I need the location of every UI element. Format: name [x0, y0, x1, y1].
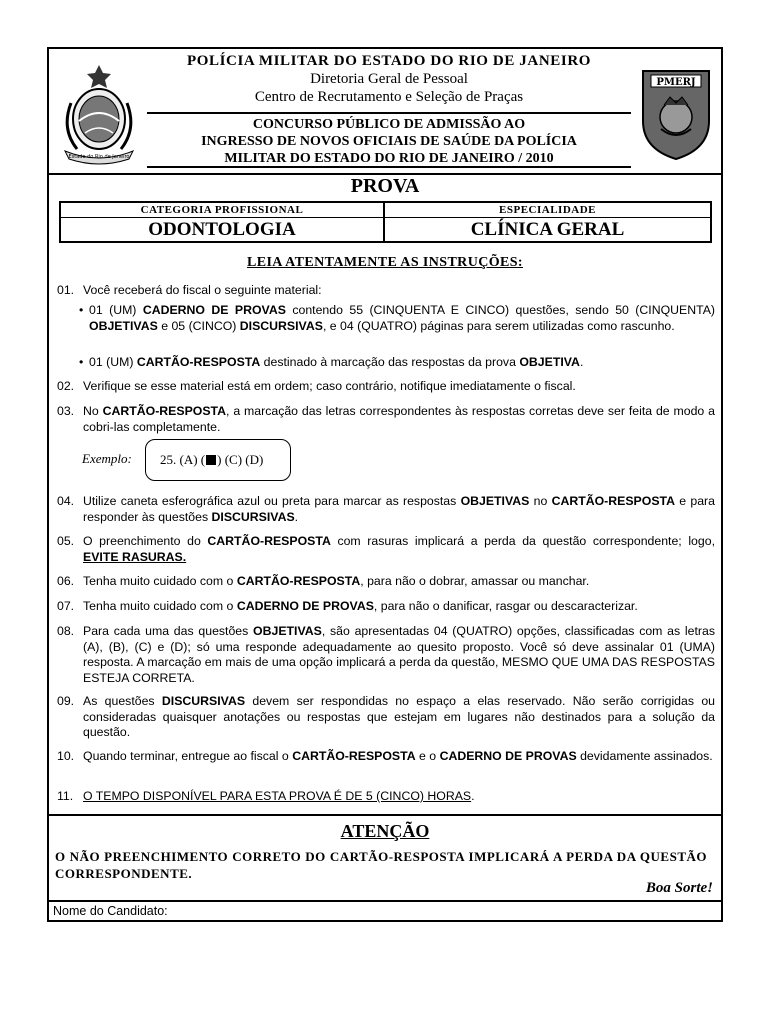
instructions-heading: LEIA ATENTAMENTE AS INSTRUÇÕES: — [246, 255, 523, 270]
recruitment-center: Centro de Recrutamento e Seleção de Praças — [254, 89, 524, 105]
attention-title: ATENÇÃO — [340, 821, 430, 841]
svg-text:Estado do Rio de Janeiro: Estado do Rio de Janeiro — [68, 154, 130, 160]
attention-box — [49, 814, 721, 902]
instruction-04: 04. Utilize caneta esferográfica azul ou preta para marcar as respostas OBJETIVAS no CARTÃO-RESPOSTA e para responder às questões DISCURSIVAS. — [57, 494, 715, 524]
rio-state-coat-of-arms-icon — [57, 63, 141, 167]
category-value: ODONTOLOGIA — [148, 219, 296, 240]
specialty-header: ESPECIALIDADE — [385, 203, 710, 218]
category-header: CATEGORIA PROFISSIONAL — [61, 203, 383, 218]
instruction-11: 11. O TEMPO DISPONÍVEL PARA ESTA PROVA É DE 5 (CINCO) HORAS. — [57, 789, 475, 803]
instruction-05: 05. O preenchimento do CARTÃO-RESPOSTA com rasuras implicará a perda da questão correspondente; logo, EVITE RASURAS. — [57, 534, 715, 564]
material-item-booklet: • 01 (UM) CADERNO DE PROVAS contendo 55 (CINQUENTA E CINCO) questões, sendo 50 (CINQUENTA) OBJETIVAS e 05 (CINCO) DISCURSIVAS, e 04 (QUATRO) páginas para serem utilizadas como rascunho. — [79, 303, 715, 333]
instruction-07: 07. Tenha muito cuidado com o CADERNO DE PROVAS, para não o danificar, rasgar ou descaracterizar. — [57, 599, 638, 613]
instruction-03: 03. No CARTÃO-RESPOSTA, a marcação das letras correspondentes às respostas corretas deve ser feita de modo a cobri-las completamente. — [57, 404, 715, 434]
bullet-icon: • — [79, 355, 84, 369]
candidate-name-label: Nome do Candidato: — [53, 904, 168, 918]
contest-title: CONCURSO PÚBLICO DE ADMISSÃO AO INGRESSO DE NOVOS OFICIAIS DE SAÚDE DA POLÍCIA MILITAR DO ESTADO DO RIO DE JANEIRO / 2010 — [147, 112, 631, 168]
institution-name: POLÍCIA MILITAR DO ESTADO DO RIO DE JANEIRO — [186, 53, 592, 69]
svg-text:PMERJ: PMERJ — [656, 77, 696, 88]
instruction-06: 06. Tenha muito cuidado com o CARTÃO-RESPOSTA, para não o dobrar, amassar ou manchar. — [57, 574, 590, 588]
example-answer-box — [145, 439, 291, 481]
attention-text: O NÃO PREENCHIMENTO CORRETO DO CARTÃO-RESPOSTA IMPLICARÁ A PERDA DA QUESTÃO CORRESPONDENTE. — [55, 849, 707, 881]
instruction-08: 08. Para cada uma das questões OBJETIVAS, são apresentadas 04 (QUATRO) opções, classificadas com as letras (A), (B), (C) e (D); só uma responde adequadamente ao quesito proposto. Você só deve assinalar 01 (UMA) resposta. A marcação em mais de uma opção implicará a perda da questão, MESMO QUE UMA DAS RESPOSTAS ESTEJA CORRETA. — [57, 624, 715, 685]
instruction-02: 02. Verifique se esse material está em ordem; caso contrário, notifique imediatamente o fiscal. — [57, 379, 576, 393]
material-item-answer-card: • 01 (UM) CARTÃO-RESPOSTA destinado à marcação das respostas da prova OBJETIVA. — [79, 355, 584, 369]
exam-title: PROVA — [350, 175, 420, 197]
header — [49, 49, 721, 175]
exam-cover-sheet — [47, 47, 723, 922]
specialty-value: CLÍNICA GERAL — [470, 219, 625, 240]
department-name: Diretoria Geral de Pessoal — [310, 71, 468, 87]
bullet-icon: • — [79, 303, 84, 317]
good-luck-text: Boa Sorte! — [645, 880, 713, 896]
category-table — [59, 201, 712, 243]
pmerj-badge-icon — [637, 65, 715, 161]
instruction-09: 09. As questões DISCURSIVAS devem ser respondidas no espaço a elas reservado. Não serão corrigidas ou consideradas quaisquer anotações ou respostas que estejam em lugares não destinados para a solução da questão. — [57, 694, 715, 739]
instruction-01: 01. Você receberá do fiscal o seguinte material: — [57, 283, 322, 297]
filled-bubble-icon — [206, 455, 216, 465]
example-label: Exemplo: — [82, 451, 132, 466]
instruction-10: 10. Quando terminar, entregue ao fiscal o CARTÃO-RESPOSTA e o CADERNO DE PROVAS devidamente assinados. — [57, 749, 713, 763]
example-answer: 25. (A) ( ) (C) (D) — [160, 452, 264, 467]
